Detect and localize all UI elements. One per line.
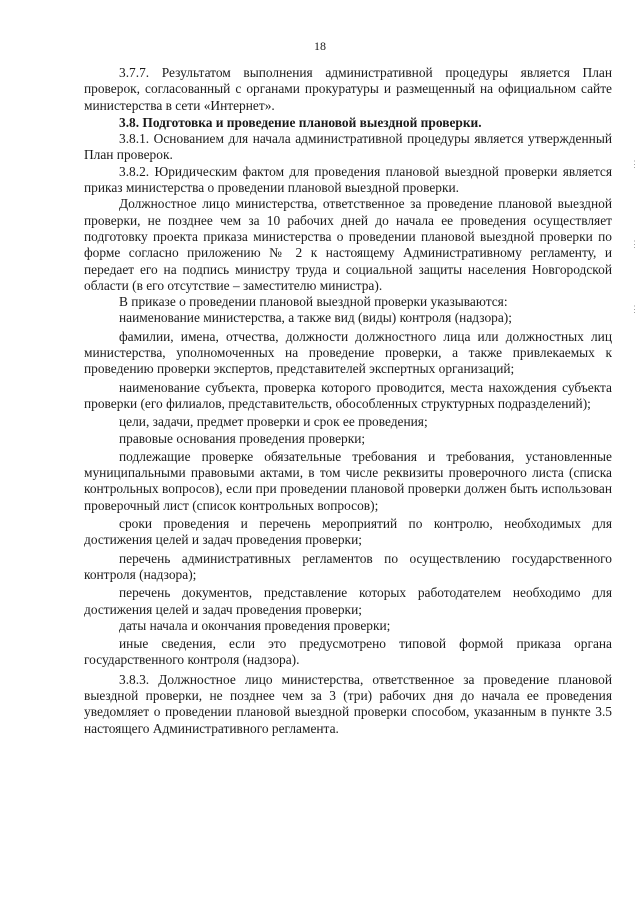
- paragraph-official-duty: Должностное лицо министерства, ответственное за проведение плановой выездной проверки, не позднее чем за 10 рабочих дней до начала ее проведения осуществляет подготовку проекта приказа министерства о проведении плановой выездной проверки по форме согласно приложению № 2 к настоящему Административному регламенту, и передает его на подпись министру труда и социальной защиты населения Новгородской области (в его отсутствие – заместителю министра).: [84, 196, 612, 293]
- list-item-officials: фамилии, имена, отчества, должности должностного лица или должностных лиц министерства, уполномоченных на проведение проверки, а также привлекаемых к проведению проверки экспертов, представителей экспертных организаций;: [84, 328, 612, 377]
- list-item-ministry-name: наименование министерства, а также вид (виды) контроля (надзора);: [119, 310, 512, 326]
- list-item-subject: наименование субъекта, проверка которого проводится, места нахождения субъекта проверки (его филиалов, представительств, обособленных структурных подразделений);: [84, 379, 612, 411]
- list-item-documents: перечень документов, представление которых работодателем необходимо для достижения целей и задач проведения проверки;: [84, 585, 612, 617]
- list-item-requirements: подлежащие проверке обязательные требования и требования, установленные муниципальными правовыми актами, в том числе реквизиты проверочного листа (списка контрольных вопросов), если при проведении плановой проверки должен быть использован проверочный лист (список контрольных вопросов);: [84, 448, 612, 513]
- paragraph-3-8-1: 3.8.1. Основанием для начала административной процедуры является утвержденный План проверок.: [84, 131, 612, 163]
- paragraph-3-8-3: 3.8.3. Должностное лицо министерства, ответственное за проведение плановой выездной проверки, не позднее чем за 3 (три) рабочих дня до начала ее проведения уведомляет о проведении плановой выездной проверки способом, указанным в пункте 3.5 настоящего Административного регламента.: [84, 671, 612, 736]
- scan-mark: ⋮: [630, 304, 639, 314]
- section-heading: 3.8. Подготовка и проведение плановой выездной проверки.: [119, 114, 482, 130]
- document-body: [84, 65, 612, 737]
- list-item-dates: даты начала и окончания проведения проверки;: [119, 617, 391, 633]
- list-item-regulations: перечень административных регламентов по осуществлению государственного контроля (надзора);: [84, 550, 612, 582]
- paragraph-3-8-2: 3.8.2. Юридическим фактом для проведения плановой выездной проверки является приказ министерства о проведении плановой выездной проверки.: [84, 163, 612, 196]
- scan-mark: ⋮: [630, 159, 639, 169]
- scan-mark: ⋮: [630, 239, 639, 249]
- list-item-other: иные сведения, если это предусмотрено типовой формой приказа органа государственного контроля (надзора).: [84, 636, 612, 668]
- list-item-goals: цели, задачи, предмет проверки и срок ее проведения;: [119, 414, 428, 430]
- list-item-deadlines: сроки проведения и перечень мероприятий по контролю, необходимых для достижения целей и задач проведения проверки;: [84, 516, 612, 548]
- page-number: 18: [314, 39, 326, 53]
- list-item-legal-grounds: правовые основания проведения проверки;: [119, 430, 366, 446]
- paragraph-order-contents-intro: В приказе о проведении плановой выездной проверки указываются:: [119, 294, 508, 310]
- paragraph-3-7-7: 3.7.7. Результатом выполнения административной процедуры является План проверок, согласованный с органами прокуратуры и размещенный на официальном сайте министерства в сети «Интернет».: [84, 65, 612, 113]
